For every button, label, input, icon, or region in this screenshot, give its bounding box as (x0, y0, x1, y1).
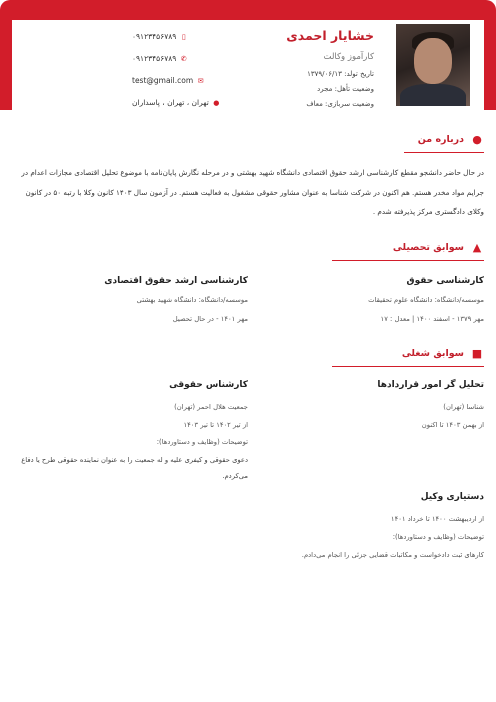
user-icon: ● (472, 133, 482, 146)
phone-icon: ✆ (180, 54, 187, 63)
top-accent-bar (0, 0, 496, 20)
work-role-1: تحلیل گر امور قراردادها (377, 380, 484, 390)
education-institution-2: موسسه/دانشگاه: دانشگاه شهید بهشتی (136, 296, 248, 304)
education-degree-2: کارشناسی ارشد حقوق اقتصادی (104, 276, 248, 286)
profile-job-title: کارآموز وکالت (323, 52, 374, 62)
education-dates-1: مهر ۱۳۷۹ - اسفند ۱۴۰۰ | معدل : ۱۷ (380, 315, 484, 323)
work-dates-2: از تیر ۱۴۰۲ تا تیر ۱۴۰۳ (183, 421, 248, 429)
graduation-cap-icon: ▲ (472, 241, 482, 254)
work-company-2: جمعیت هلال احمر (تهران) (174, 403, 248, 411)
education-title: سوابق تحصیلی (392, 242, 464, 253)
about-section-header (404, 132, 484, 153)
military-status: وضعیت سربازی: معاف (306, 100, 374, 108)
work-section-header (332, 346, 484, 367)
mobile-icon: ▯ (181, 32, 186, 41)
education-dates-2: مهر ۱۴۰۱ - در حال تحصیل (172, 315, 248, 323)
work-title: سوابق شغلی (401, 348, 464, 359)
marital-status: وضعیت تأهل: مجرد (317, 85, 374, 93)
work-role-2: کارشناس حقوقی (169, 380, 248, 390)
header (12, 20, 484, 110)
profile-photo (396, 24, 470, 106)
education-institution-1: موسسه/دانشگاه: دانشگاه علوم تحقیقات (368, 296, 484, 304)
birth-date: تاریخ تولد: ۱۳۷۹/۰۶/۱۳ (307, 70, 374, 78)
education-degree-1: کارشناسی حقوق (406, 276, 484, 286)
profile-name: خشایار احمدی (286, 28, 374, 43)
work-role-3: دستیاری وکیل (420, 492, 484, 502)
work-desc-3: کارهای ثبت دادخواست و مکاتبات قضایی جزئی را انجام می‌دادم. (301, 551, 484, 559)
work-desc-label-2: توضیحات (وظایف و دستاوردها): (156, 438, 248, 446)
about-text: در حال حاضر دانشجو مقطع کارشناسی ارشد حقوق اقتصادی دانشگاه شهید بهشتی و در مرحله نگارش پایان‌نامه با موضوع تحلیل اقتصادی مجازات اعدام در جرایم مواد مخدر هستم. هم اکنون در شرکت شناسا به عنوان مشاور حقوقی مشغول به فعالیت هستم. در آزمون سال ۱۴۰۳ کانون وکلا با رتبه ۵۰ در کانون وکلای دادگستری مرکز پذیرفته شدم . (21, 168, 484, 216)
left-accent-band (0, 20, 12, 110)
work-dates-3: از اردیبهشت ۱۴۰۰ تا خرداد ۱۴۰۱ (390, 515, 484, 523)
envelope-icon: ✉ (197, 76, 204, 85)
map-pin-icon: ● (213, 98, 220, 107)
work-dates-1: از بهمن ۱۴۰۳ تا اکنون (421, 421, 484, 429)
contact-address: ●تهران ، تهران ، پاسداران (132, 98, 220, 107)
contact-phone2[interactable]: ✆۰۹۱۲۳۴۵۶۷۸۹ (132, 54, 187, 63)
work-desc-2: دعوی حقوقی و کیفری علیه و له جمعیت را به عنوان نماینده حقوقی طرح یا دفاع می‌کردم. (21, 456, 248, 480)
work-company-1: شناسا (تهران) (443, 403, 484, 411)
contact-phone1[interactable]: ▯۰۹۱۲۳۴۵۶۷۸۹ (132, 32, 186, 41)
education-section-header (332, 240, 484, 261)
about-title: درباره من (417, 134, 464, 145)
right-accent-band (484, 20, 496, 110)
briefcase-icon: ■ (471, 347, 483, 360)
work-desc-label-3: توضیحات (وظایف و دستاوردها): (392, 533, 484, 541)
contact-email[interactable]: ✉test@gmail.com (132, 76, 204, 85)
